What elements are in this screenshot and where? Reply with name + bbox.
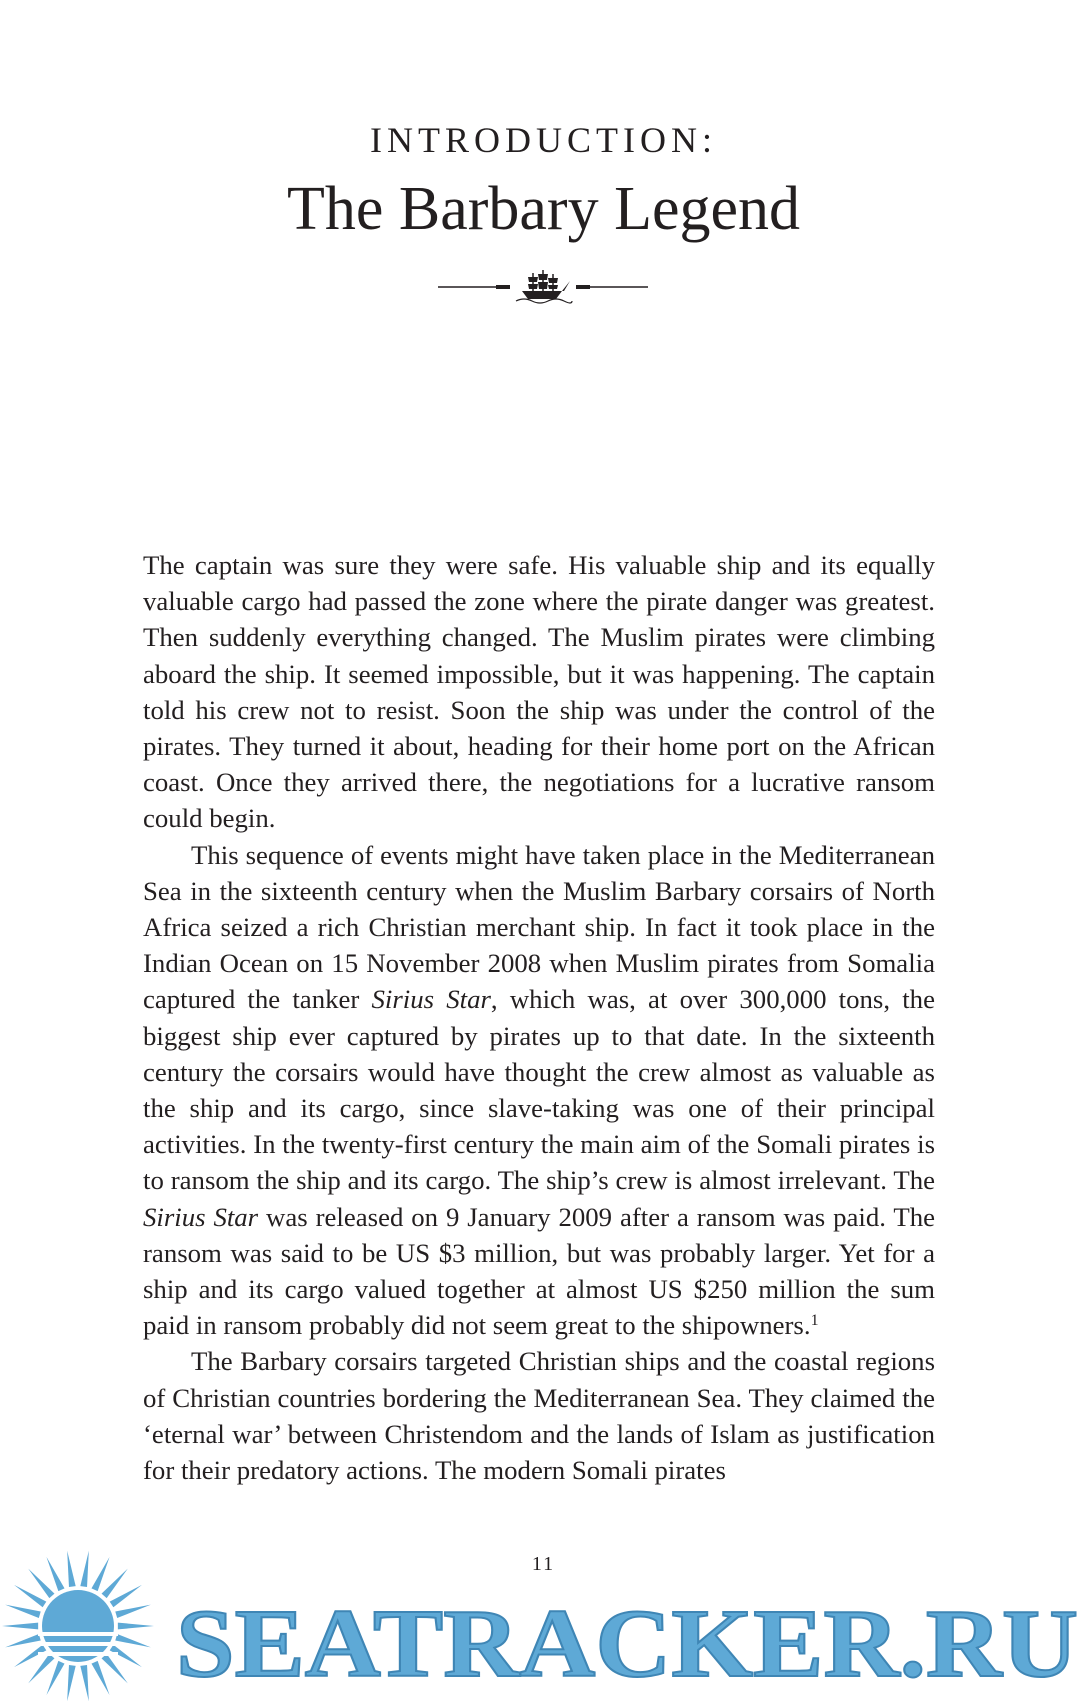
ornament-divider bbox=[0, 267, 1087, 307]
footnote-marker[interactable]: 1 bbox=[810, 1312, 819, 1330]
sailing-ship-icon bbox=[516, 270, 572, 303]
paragraph-1: The captain was sure they were safe. His valuable ship and its equally valuable cargo had passed the zone where the pirate danger was greatest. Then suddenly everything changed. The Muslim pirates were climbing aboard the ship. It seemed impossible, but it was happening. The captain told his crew not to resist. Soon the ship was under the control of the pirates. They turned it about, heading for their home port on the African coast. Once they arrived there, the negotiations for a lucrative ransom could begin. bbox=[143, 550, 935, 834]
body-text bbox=[143, 547, 935, 1488]
chapter-label: INTRODUCTION: bbox=[370, 120, 717, 160]
watermark-text: SEATRACKER.RU bbox=[176, 1590, 1078, 1698]
chapter-title: The Barbary Legend bbox=[287, 175, 800, 243]
watermark bbox=[0, 1548, 1087, 1701]
sun-rays-icon bbox=[2, 1551, 154, 1701]
paragraph-2: This sequence of events might have taken place in the Mediterranean Sea in the sixteenth century when the Muslim Barbary corsairs of North Africa seized a rich Christian merchant ship. In fact it took place in the Indian Ocean on 15 November 2008 when Muslim pirates from Somalia captured the tanker Sirius Star, which was, at over 300,000 tons, the biggest ship ever captured by pirates up to that date. In the sixteenth century the corsairs would have thought the crew almost as valuable as the ship and its cargo, since slave-taking was one of their principal activities. In the twenty-first century the main aim of the Somali pirates is to ransom the ship and its cargo. The ship’s crew is almost irrelevant. The Sirius Star was released on 9 January 2009 after a ransom was paid. The ransom was said to be US $3 million, but was probably larger. Yet for a ship and its cargo valued together at almost US $250 million the sum paid in ransom probably did not seem great to the shipowners.$^1$ bbox=[143, 839, 935, 1341]
page-number: 11 bbox=[531, 1553, 556, 1575]
ship-name: Sirius Star bbox=[143, 1201, 259, 1232]
paragraph-3: The Barbary corsairs targeted Christian ships and the coastal regions of Christian countries bordering the Mediterranean Sea. They claimed the ‘eternal war’ between Christendom and the lands of Islam as justification for their predatory actions. The modern Somali pirates bbox=[143, 1346, 935, 1486]
ship-name: Sirius Star bbox=[371, 984, 491, 1015]
